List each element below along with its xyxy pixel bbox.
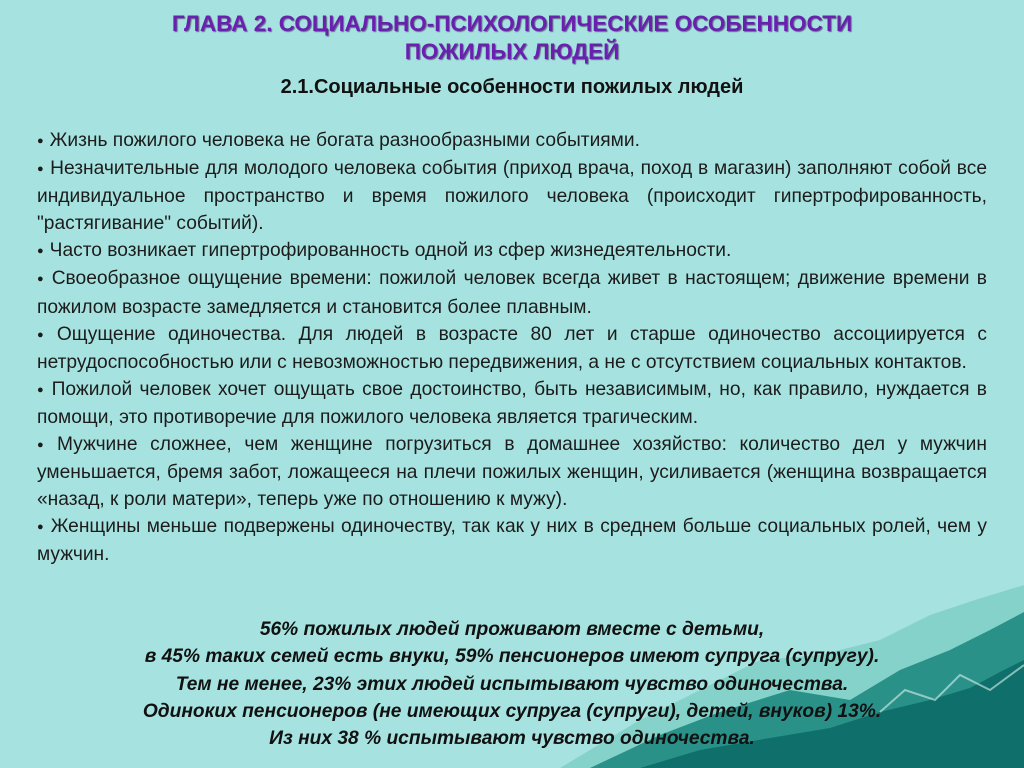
bullet-item: [37, 237, 987, 265]
bullet-item: [37, 376, 987, 431]
bullet-item: [37, 127, 987, 155]
statistic-line: Одиноких пенсионеров (не имеющих супруга (супруги), детей, внуков) 13%.: [142, 700, 882, 722]
bullet-text: Часто возникает гипертрофированность одной из сфер жизнедеятельности.: [49, 240, 732, 262]
bullet-marker: ●: [37, 273, 46, 286]
bullet-text: Женщины меньше подвержены одиночеству, так как у них в среднем больше социальных ролей, чем у мужчин.: [37, 516, 987, 566]
bullet-text: Ощущение одиночества. Для людей в возрасте 80 лет и старше одиночество ассоциируется с нетрудоспособностью или с невозможностью передвижения, а не с отсутствием социальных контактов.: [37, 323, 987, 373]
bullet-item: [37, 431, 987, 513]
slide-title-line-1: ГЛАВА 2. СОЦИАЛЬНО-ПСИХОЛОГИЧЕСКИЕ ОСОБЕННОСТИ: [171, 11, 853, 36]
statistic-line: 56% пожилых людей проживают вместе с детьми,: [259, 619, 765, 640]
bullet-marker: ●: [37, 245, 44, 258]
bullet-marker: ●: [37, 383, 46, 396]
bullet-marker: ●: [37, 521, 45, 534]
bullet-marker: ●: [37, 163, 45, 176]
bullet-item: [37, 513, 987, 568]
bullet-item: [37, 321, 987, 376]
bullet-marker: ●: [37, 135, 44, 147]
bullet-list: [37, 127, 987, 569]
bullet-marker: ●: [37, 328, 51, 341]
bullet-text: Своеобразное ощущение времени: пожилой человек всегда живет в настоящем; движение времени в пожилом возрасте замедляется и становится более плавным.: [37, 268, 987, 318]
statistic-line: Тем не менее, 23% этих людей испытывают чувство одиночества.: [175, 673, 849, 695]
section-subtitle: 2.1.Социальные особенности пожилых людей: [280, 76, 744, 98]
bullet-text: Пожилой человек хочет ощущать свое достоинство, быть независимым, но, как правило, нуждается в помощи, это противоречие для пожилого человека является трагическим.: [37, 378, 987, 428]
bullet-text: Незначительные для молодого человека события (приход врача, поход в магазин) заполняют собой все индивидуальное пространство и время пожилого человека (происходит гипертрофированность, "растягивание" событий).: [37, 158, 987, 235]
bullet-text: Жизнь пожилого человека не богата разнообразными событиями.: [49, 130, 640, 151]
bullet-item: [37, 155, 987, 237]
slide-title-line-2: ПОЖИЛЫХ ЛЮДЕЙ: [404, 39, 620, 64]
bullet-marker: ●: [37, 439, 51, 452]
statistic-line: в 45% таких семей есть внуки, 59% пенсионеров имеют супруга (супругу).: [144, 646, 880, 668]
statistics-block: [0, 616, 1024, 752]
statistic-line: Из них 38 % испытывают чувство одиночества.: [269, 728, 755, 750]
bullet-item: [37, 265, 987, 320]
bullet-text: Мужчине сложнее, чем женщине погрузиться в домашнее хозяйство: количество дел у мужчин уменьшается, бремя забот, ложащееся на плечи пожилых женщин, усиливается (женщина возвращается «назад, к роли матери», теперь уже по отношению к мужу).: [37, 434, 987, 511]
